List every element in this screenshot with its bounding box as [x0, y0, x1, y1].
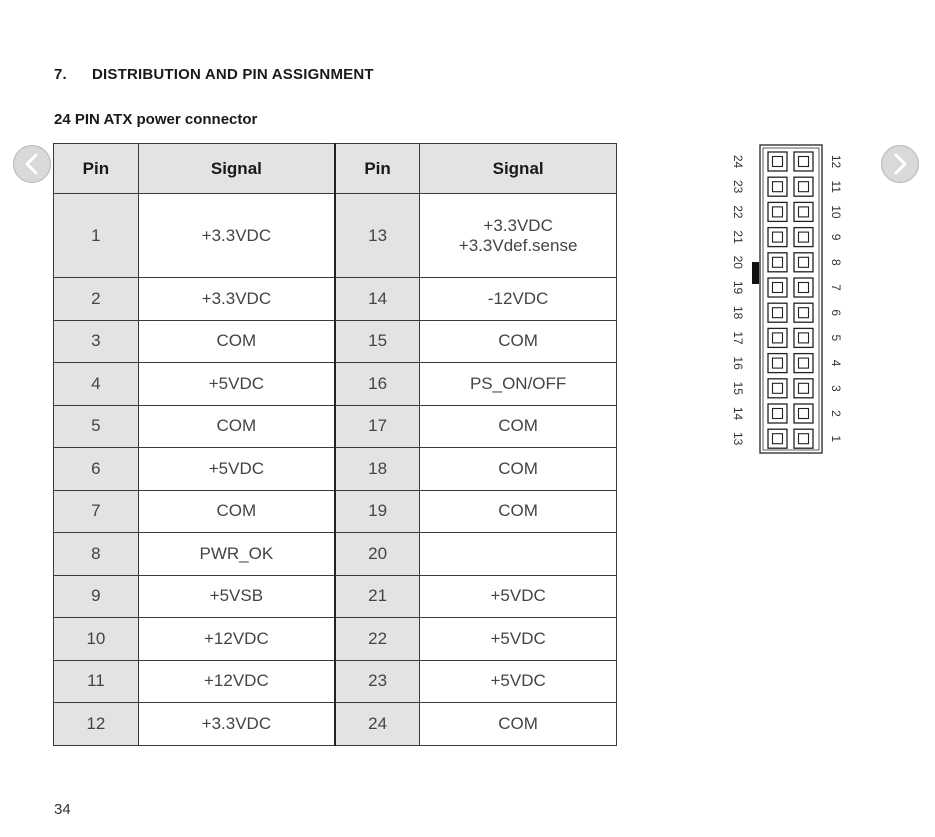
pin-cell: 15 [335, 320, 420, 363]
signal-cell [420, 533, 617, 576]
signal-cell: PS_ON/OFF [420, 363, 617, 406]
pin-label: 9 [828, 233, 843, 241]
signal-cell: COM [420, 448, 617, 491]
pin-label: 16 [730, 356, 745, 370]
pin-socket [794, 303, 813, 322]
pin-label: 11 [828, 180, 843, 193]
pin-socket [768, 303, 787, 322]
pin-cell: 14 [335, 278, 420, 321]
pin-cell: 18 [335, 448, 420, 491]
pin-cell: 9 [54, 575, 139, 618]
signal-cell: +3.3VDC [138, 194, 335, 278]
pin-cell: 17 [335, 405, 420, 448]
pin-label: 3 [828, 384, 843, 392]
pin-label: 13 [730, 432, 745, 446]
previous-page-button[interactable] [13, 145, 51, 183]
pin-socket [768, 202, 787, 221]
subtitle: 24 PIN ATX power connector [54, 111, 258, 128]
section-title: DISTRIBUTION AND PIN ASSIGNMENT [92, 66, 374, 83]
pin-label: 19 [730, 280, 745, 295]
signal-cell: COM [138, 320, 335, 363]
pin-label: 22 [730, 205, 745, 219]
table-row [54, 363, 617, 406]
pin-label: 17 [730, 331, 745, 345]
table-row [54, 278, 617, 321]
signal-cell: COM [138, 405, 335, 448]
signal-cell: +5VDC [138, 448, 335, 491]
pin-socket [768, 328, 787, 347]
pin-cell: 19 [335, 490, 420, 533]
pin-socket [768, 429, 787, 448]
chevron-left-icon [23, 153, 41, 175]
pin-socket [794, 253, 813, 272]
pin-socket [768, 278, 787, 297]
pin-label: 23 [730, 180, 745, 194]
signal-cell [420, 194, 617, 278]
pin-cell: 16 [335, 363, 420, 406]
pin-cell: 11 [54, 660, 139, 703]
column-header: Signal [420, 144, 617, 194]
column-header: Pin [54, 144, 139, 194]
connector-latch [752, 262, 759, 284]
pin-cell: 21 [335, 575, 420, 618]
signal-cell: +5VDC [420, 618, 617, 661]
pin-cell: 1 [54, 194, 139, 278]
pin-label: 2 [828, 410, 843, 417]
signal-line: +3.3VDC [483, 215, 553, 235]
pin-socket [794, 278, 813, 297]
pin-cell: 2 [54, 278, 139, 321]
pin-label: 24 [730, 154, 745, 169]
pin-socket [768, 379, 787, 398]
signal-cell: COM [420, 320, 617, 363]
table-row [54, 405, 617, 448]
table-row [54, 448, 617, 491]
pin-socket [768, 253, 787, 272]
table-row [54, 490, 617, 533]
pin-socket [768, 354, 787, 373]
table-header-row [54, 144, 617, 194]
pin-cell: 8 [54, 533, 139, 576]
table-row [54, 320, 617, 363]
pin-label: 5 [828, 334, 843, 342]
pin-socket [794, 429, 813, 448]
signal-cell: +5VDC [420, 575, 617, 618]
pin-socket [794, 177, 813, 196]
pin-cell: 13 [335, 194, 420, 278]
section-heading [54, 66, 374, 83]
pin-cell: 24 [335, 703, 420, 746]
pin-label: 12 [828, 154, 843, 169]
pin-socket [794, 202, 813, 221]
pin-label: 18 [730, 306, 745, 320]
pin-label: 21 [730, 230, 745, 244]
pin-label: 14 [730, 406, 745, 421]
pin-cell: 23 [335, 660, 420, 703]
signal-cell: COM [420, 405, 617, 448]
table-row [54, 660, 617, 703]
pin-cell: 12 [54, 703, 139, 746]
pin-socket [768, 177, 787, 196]
signal-cell: COM [420, 490, 617, 533]
pin-socket [794, 328, 813, 347]
section-number: 7. [54, 66, 67, 83]
pin-cell: 7 [54, 490, 139, 533]
signal-line: +3.3Vdef.sense [458, 235, 578, 255]
pin-cell: 10 [54, 618, 139, 661]
signal-cell: +5VSB [138, 575, 335, 618]
pin-cell: 5 [54, 405, 139, 448]
pin-label: 7 [828, 284, 843, 291]
pin-label: 20 [730, 255, 745, 269]
signal-cell: PWR_OK [138, 533, 335, 576]
connector-body [752, 145, 822, 453]
pin-label: 1 [828, 435, 843, 443]
pin-cell: 3 [54, 320, 139, 363]
pin-label: 4 [828, 359, 843, 367]
signal-cell: COM [138, 490, 335, 533]
pin-socket [794, 404, 813, 423]
pin-label: 8 [828, 258, 843, 266]
pin-socket [794, 354, 813, 373]
table-row [54, 618, 617, 661]
signal-cell: +3.3VDC [138, 278, 335, 321]
pin-label: 15 [730, 381, 745, 395]
pin-socket [794, 152, 813, 171]
chevron-right-icon [891, 153, 909, 175]
pin-socket [768, 228, 787, 247]
atx-connector-diagram [722, 140, 852, 460]
signal-cell: +5VDC [420, 660, 617, 703]
column-header: Signal [138, 144, 335, 194]
signal-cell: +3.3VDC [138, 703, 335, 746]
pin-cell: 4 [54, 363, 139, 406]
signal-cell: +5VDC [138, 363, 335, 406]
signal-cell: -12VDC [420, 278, 617, 321]
table-row [54, 575, 617, 618]
pin-cell: 20 [335, 533, 420, 576]
pin-label: 6 [828, 309, 843, 317]
pin-label: 10 [828, 205, 843, 219]
pin-cell: 22 [335, 618, 420, 661]
page-number: 34 [54, 801, 71, 818]
signal-cell: +12VDC [138, 660, 335, 703]
pin-socket [794, 379, 813, 398]
signal-cell: +12VDC [138, 618, 335, 661]
table-row [54, 194, 617, 278]
table-row [54, 533, 617, 576]
pin-socket [768, 404, 787, 423]
next-page-button[interactable] [881, 145, 919, 183]
pin-cell: 6 [54, 448, 139, 491]
pin-socket [768, 152, 787, 171]
table-row [54, 703, 617, 746]
signal-cell: COM [420, 703, 617, 746]
column-header: Pin [335, 144, 420, 194]
pin-assignment-table [53, 143, 617, 746]
pin-socket [794, 228, 813, 247]
